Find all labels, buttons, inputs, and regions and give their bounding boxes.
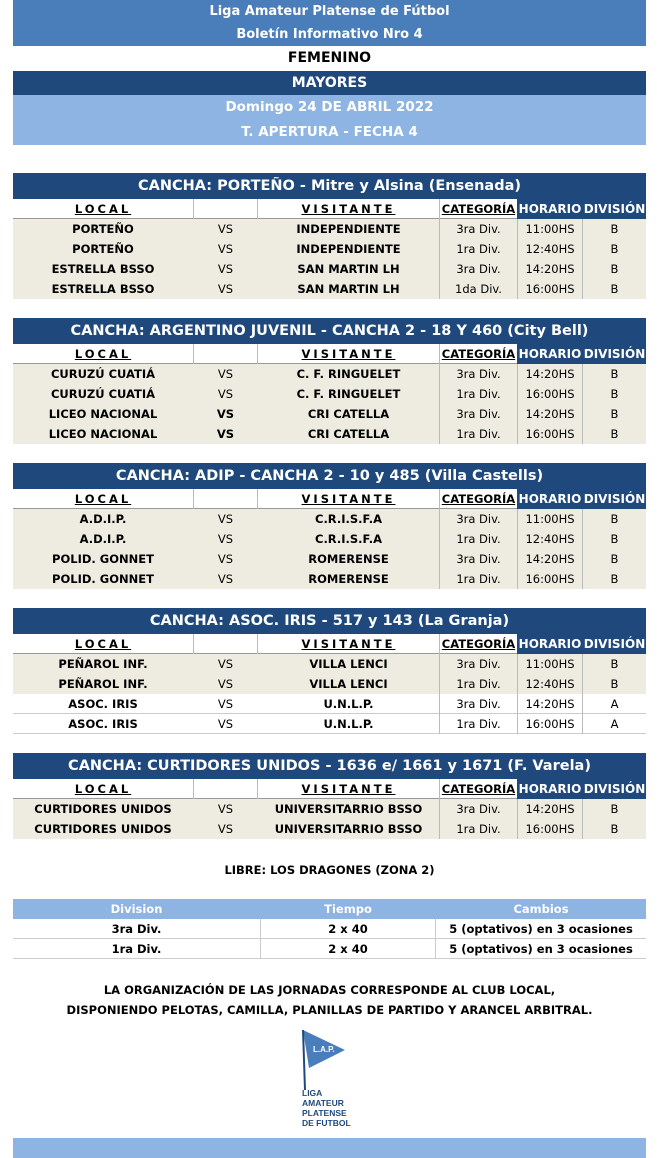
column-header-row: [13, 634, 646, 654]
match-division: B: [610, 572, 619, 586]
match-local: PEÑAROL INF.: [58, 677, 148, 691]
duration-subs: 5 (optativos) en 3 ocasiones: [449, 922, 633, 936]
match-visitante: CRI CATELLA: [307, 427, 390, 441]
match-visitante: U.N.L.P.: [323, 717, 374, 731]
column-header-row: [13, 489, 646, 509]
match-division: A: [610, 697, 619, 711]
match-local: POLID. GONNET: [52, 552, 154, 566]
match-vs: VS: [217, 222, 234, 236]
match-horario: 16:00HS: [517, 819, 583, 839]
match-categoria: 3ra Div.: [439, 549, 517, 569]
match-row: [13, 674, 646, 694]
header-categoria: CATEGORÍA: [439, 779, 517, 799]
match-visitante: UNIVERSITARRIO BSSO: [274, 802, 423, 816]
match-vs: VS: [217, 242, 234, 256]
header-division: DIVISIÓN: [583, 634, 646, 654]
match-division: B: [610, 657, 619, 671]
match-row: [13, 384, 646, 404]
organization-note: [13, 980, 646, 1020]
match-horario: 14:20HS: [517, 259, 583, 279]
header-visitante: VISITANTE: [301, 202, 396, 216]
match-categoria: 1ra Div.: [439, 674, 517, 694]
match-horario: 12:40HS: [517, 239, 583, 259]
match-local: CURTIDORES UNIDOS: [34, 802, 172, 816]
match-row: [13, 404, 646, 424]
match-horario: 14:20HS: [517, 799, 583, 819]
match-vs: VS: [217, 822, 234, 836]
match-visitante: CRI CATELLA: [307, 407, 390, 421]
header-local: LOCAL: [74, 347, 132, 361]
match-division: B: [610, 822, 619, 836]
match-division: B: [610, 262, 619, 276]
match-vs: VS: [217, 697, 234, 711]
duration-row: [13, 919, 646, 939]
category-title: FEMENINO: [13, 46, 646, 71]
column-header-row: [13, 199, 646, 219]
match-local: PORTEÑO: [72, 242, 134, 256]
match-vs: VS: [217, 717, 234, 731]
match-local: ESTRELLA BSSO: [51, 262, 155, 276]
match-visitante: C. F. RINGUELET: [296, 387, 401, 401]
match-division: A: [610, 717, 619, 731]
header-division: DIVISIÓN: [583, 779, 646, 799]
match-division: B: [610, 427, 619, 441]
match-division: B: [610, 552, 619, 566]
match-horario: 14:20HS: [517, 694, 583, 714]
match-row: [13, 259, 646, 279]
match-visitante: C. F. RINGUELET: [296, 367, 401, 381]
match-division: B: [610, 677, 619, 691]
match-visitante: C.R.I.S.F.A: [315, 512, 382, 526]
match-horario: 11:00HS: [517, 509, 583, 529]
match-row: [13, 569, 646, 589]
duration-division: 1ra Div.: [111, 942, 162, 956]
match-categoria: 1ra Div.: [439, 569, 517, 589]
match-row: [13, 819, 646, 839]
footer-bar: [13, 1138, 646, 1158]
header-categoria: CATEGORÍA: [439, 634, 517, 654]
match-division: B: [610, 532, 619, 546]
match-horario: 14:20HS: [517, 549, 583, 569]
match-local: CURUZÚ CUATIÁ: [50, 367, 156, 381]
match-horario: 12:40HS: [517, 529, 583, 549]
field-title: CANCHA: ADIP - CANCHA 2 - 10 y 485 (Villa Castells): [13, 463, 646, 489]
match-row: [13, 549, 646, 569]
header-visitante: VISITANTE: [301, 782, 396, 796]
duration-time: 2 x 40: [260, 919, 436, 939]
header-horario: HORARIO: [517, 634, 583, 654]
field-block: [13, 608, 646, 734]
header-horario: HORARIO: [517, 344, 583, 364]
match-local: ASOC. IRIS: [68, 717, 138, 731]
duration-division: 3ra Div.: [111, 922, 162, 936]
match-horario: 16:00HS: [517, 279, 583, 299]
header-categoria: CATEGORÍA: [439, 344, 517, 364]
tournament-round: T. APERTURA - FECHA 4: [13, 120, 646, 145]
field-block: [13, 173, 646, 299]
match-horario: 16:00HS: [517, 424, 583, 444]
match-row: [13, 279, 646, 299]
field-block: [13, 318, 646, 444]
match-horario: 11:00HS: [517, 654, 583, 674]
match-categoria: 3ra Div.: [439, 694, 517, 714]
match-row: [13, 654, 646, 674]
match-visitante: U.N.L.P.: [323, 697, 374, 711]
match-categoria: 3ra Div.: [439, 219, 517, 239]
header-visitante: VISITANTE: [301, 492, 396, 506]
match-division: B: [610, 802, 619, 816]
match-division: B: [610, 242, 619, 256]
logo-wordmark: [302, 1088, 351, 1128]
match-categoria: 1ra Div.: [439, 714, 517, 734]
duration-subs: 5 (optativos) en 3 ocasiones: [449, 942, 633, 956]
logo-line: DE FUTBOL: [302, 1118, 351, 1128]
header-vs-spacer: [193, 779, 258, 799]
match-local: A.D.I.P.: [79, 512, 127, 526]
header-division: DIVISIÓN: [583, 344, 646, 364]
match-local: ESTRELLA BSSO: [51, 282, 155, 296]
match-division: B: [610, 282, 619, 296]
match-categoria: 1ra Div.: [439, 239, 517, 259]
match-row: [13, 424, 646, 444]
logo-line: LIGA: [302, 1088, 323, 1098]
match-categoria: 1ra Div.: [439, 819, 517, 839]
match-division: B: [610, 367, 619, 381]
match-vs: VS: [217, 677, 234, 691]
match-categoria: 1ra Div.: [439, 529, 517, 549]
match-vs: VS: [216, 427, 235, 441]
logo-line: AMATEUR: [302, 1098, 344, 1108]
match-visitante: SAN MARTIN LH: [297, 262, 400, 276]
match-horario: 16:00HS: [517, 569, 583, 589]
match-categoria: 1da Div.: [439, 279, 517, 299]
match-row: [13, 364, 646, 384]
match-visitante: INDEPENDIENTE: [296, 222, 401, 236]
match-local: PORTEÑO: [72, 222, 134, 236]
field-title: CANCHA: CURTIDORES UNIDOS - 1636 e/ 1661 y 1671 (F. Varela): [13, 753, 646, 779]
match-local: CURTIDORES UNIDOS: [34, 822, 172, 836]
duration-time: 2 x 40: [260, 939, 436, 959]
match-categoria: 3ra Div.: [439, 799, 517, 819]
field-title: CANCHA: ARGENTINO JUVENIL - CANCHA 2 - 18 Y 460 (City Bell): [13, 318, 646, 344]
match-visitante: C.R.I.S.F.A: [315, 532, 382, 546]
match-vs: VS: [217, 282, 234, 296]
match-visitante: SAN MARTIN LH: [297, 282, 400, 296]
match-horario: 11:00HS: [517, 219, 583, 239]
header-horario: HORARIO: [517, 489, 583, 509]
header-vs-spacer: [193, 344, 258, 364]
match-vs: VS: [217, 367, 234, 381]
column-header-row: [13, 779, 646, 799]
header-categoria: CATEGORÍA: [439, 199, 517, 219]
match-row: [13, 694, 646, 714]
match-visitante: VILLA LENCI: [309, 677, 388, 691]
match-visitante: INDEPENDIENTE: [296, 242, 401, 256]
organization-note-line1: LA ORGANIZACIÓN DE LAS JORNADAS CORRESPONDE AL CLUB LOCAL,: [103, 983, 556, 997]
field-title: CANCHA: PORTEÑO - Mitre y Alsina (Ensenada): [13, 173, 646, 199]
match-row: [13, 509, 646, 529]
header-vs-spacer: [193, 489, 258, 509]
logo-flag-text: L.A.P.: [313, 1045, 335, 1054]
column-header-row: [13, 344, 646, 364]
match-categoria: 1ra Div.: [439, 384, 517, 404]
match-division: B: [610, 512, 619, 526]
bulletin-header: [13, 0, 646, 145]
duration-header-time: Tiempo: [324, 902, 372, 916]
match-local: PEÑAROL INF.: [58, 657, 148, 671]
duration-row: [13, 939, 646, 959]
bye-team: LIBRE: LOS DRAGONES (ZONA 2): [224, 863, 435, 877]
header-visitante: VISITANTE: [301, 347, 396, 361]
organization-note-line2: DISPONIENDO PELOTAS, CAMILLA, PLANILLAS DE PARTIDO Y ARANCEL ARBITRAL.: [66, 1003, 593, 1017]
header-local: LOCAL: [74, 492, 132, 506]
match-categoria: 3ra Div.: [439, 509, 517, 529]
header-local: LOCAL: [74, 782, 132, 796]
match-local: A.D.I.P.: [79, 532, 127, 546]
match-visitante: ROMERENSE: [308, 552, 389, 566]
header-categoria: CATEGORÍA: [439, 489, 517, 509]
header-division: DIVISIÓN: [583, 199, 646, 219]
match-horario: 12:40HS: [517, 674, 583, 694]
level-title: MAYORES: [13, 71, 646, 95]
header-local: LOCAL: [74, 637, 132, 651]
match-categoria: 3ra Div.: [439, 404, 517, 424]
match-visitante: UNIVERSITARRIO BSSO: [274, 822, 423, 836]
match-vs: VS: [217, 512, 234, 526]
match-vs: VS: [217, 657, 234, 671]
match-local: POLID. GONNET: [52, 572, 154, 586]
match-horario: 14:20HS: [517, 404, 583, 424]
duration-header-subs: Cambios: [513, 902, 569, 916]
header-local: LOCAL: [74, 202, 132, 216]
header-vs-spacer: [193, 634, 258, 654]
duration-header-division: Division: [110, 902, 163, 916]
field-title: CANCHA: ASOC. IRIS - 517 y 143 (La Granja): [13, 608, 646, 634]
match-row: [13, 714, 646, 734]
match-categoria: 3ra Div.: [439, 364, 517, 384]
match-vs: VS: [217, 532, 234, 546]
match-division: B: [610, 407, 619, 421]
match-visitante: ROMERENSE: [308, 572, 389, 586]
field-block: [13, 463, 646, 589]
match-vs: VS: [216, 407, 235, 421]
match-vs: VS: [217, 262, 234, 276]
match-vs: VS: [217, 572, 234, 586]
match-local: LICEO NACIONAL: [48, 407, 158, 421]
match-division: B: [610, 387, 619, 401]
header-vs-spacer: [193, 199, 258, 219]
match-division: B: [610, 222, 619, 236]
match-horario: 16:00HS: [517, 384, 583, 404]
match-vs: VS: [217, 802, 234, 816]
bulletin-number: Boletín Informativo Nro 4: [13, 23, 646, 46]
match-vs: VS: [217, 552, 234, 566]
match-row: [13, 219, 646, 239]
match-local: ASOC. IRIS: [68, 697, 138, 711]
match-row: [13, 799, 646, 819]
header-horario: HORARIO: [517, 779, 583, 799]
match-categoria: 1ra Div.: [439, 424, 517, 444]
match-horario: 14:20HS: [517, 364, 583, 384]
header-horario: HORARIO: [517, 199, 583, 219]
duration-header-row: [13, 899, 646, 919]
match-vs: VS: [217, 387, 234, 401]
field-block: [13, 753, 646, 839]
match-row: [13, 239, 646, 259]
logo-line: PLATENSE: [302, 1108, 347, 1118]
match-horario: 16:00HS: [517, 714, 583, 734]
header-visitante: VISITANTE: [301, 637, 396, 651]
match-duration-table: [13, 899, 646, 959]
league-title: Liga Amateur Platense de Fútbol: [13, 0, 646, 23]
match-visitante: VILLA LENCI: [309, 657, 388, 671]
match-categoria: 3ra Div.: [439, 654, 517, 674]
header-division: DIVISIÓN: [583, 489, 646, 509]
match-local: LICEO NACIONAL: [48, 427, 158, 441]
match-date: Domingo 24 DE ABRIL 2022: [13, 95, 646, 120]
match-categoria: 3ra Div.: [439, 259, 517, 279]
match-local: CURUZÚ CUATIÁ: [50, 387, 156, 401]
match-row: [13, 529, 646, 549]
